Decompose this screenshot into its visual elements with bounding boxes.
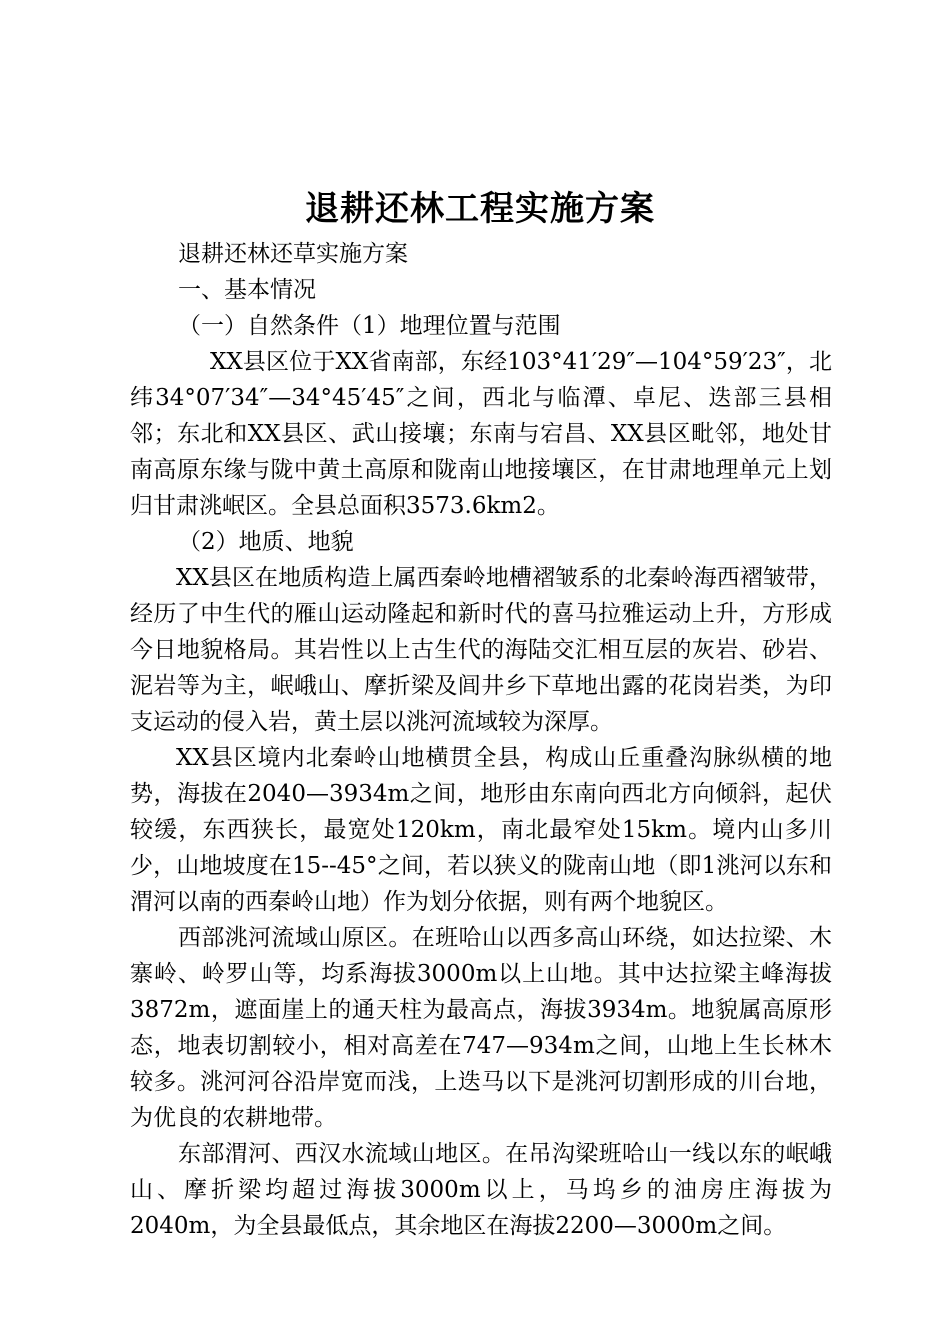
section-heading: 一、基本情况 [178, 277, 316, 303]
location-paragraph: XX县区位于XX省南部，东经103°41′29″—104°59′23″，北纬34°07′34″—34°45′45″之间，西北与临潭、卓尼、迭部三县相邻；东北和XX县区、武山接壤；东南与宕昌、XX县区毗邻，地处甘南高原东缘与陇中黄土高原和陇南山地接壤区，在甘肃地理单元上划归甘肃洮岷区。全县总面积3573.6km2。 [130, 349, 832, 519]
west-region-paragraph: 西部洮河流域山原区。在班哈山以西多高山环绕，如达拉梁、木寨岭、岭罗山等，均系海拔3000m以上山地。其中达拉梁主峰海拔3872m，遮面崖上的通天柱为最高点，海拔3934m。地貌属高原形态，地表切割较小，相对高差在747—934m之间，山地上生长林木较多。洮河河谷沿岸宽而浅，上迭马以下是洮河切割形成的川台地，为优良的农耕地带。 [130, 925, 832, 1131]
document-title: 退耕还林工程实施方案 [305, 189, 655, 229]
east-region-paragraph: 东部渭河、西汉水流域山地区。在吊沟梁班哈山一线以东的岷峨山、摩折梁均超过海拔3000m以上，马坞乡的油房庄海拔为2040m，为全县最低点，其余地区在海拔2200—3000m之间。 [130, 1141, 832, 1239]
geology-paragraph: XX县区在地质构造上属西秦岭地槽褶皱系的北秦岭海西褶皱带，经历了中生代的雁山运动隆起和新时代的喜马拉雅运动上升，方形成今日地貌格局。其岩性以上古生代的海陆交汇相互层的灰岩、砂岩、泥岩等为主，岷峨山、摩折梁及闾井乡下草地出露的花岗岩类，为印支运动的侵入岩，黄土层以洮河流域较为深厚。 [130, 565, 832, 735]
terrain-paragraph: XX县区境内北秦岭山地横贯全县，构成山丘重叠沟脉纵横的地势，海拔在2040—3934m之间，地形由东南向西北方向倾斜，起伏较缓，东西狭长，最宽处120km，南北最窄处15km。境内山多川少，山地坡度在15--45°之间，若以狭义的陇南山地（即1洮河以东和渭河以南的西秦岭山地）作为划分依据，则有两个地貌区。 [130, 745, 832, 915]
subsection-heading: （一）自然条件（1）地理位置与范围 [178, 313, 561, 339]
document-body [130, 236, 832, 1244]
subtitle-paragraph: 退耕还林还草实施方案 [178, 241, 408, 267]
subsection-heading-geology: （2）地质、地貌 [178, 529, 354, 555]
